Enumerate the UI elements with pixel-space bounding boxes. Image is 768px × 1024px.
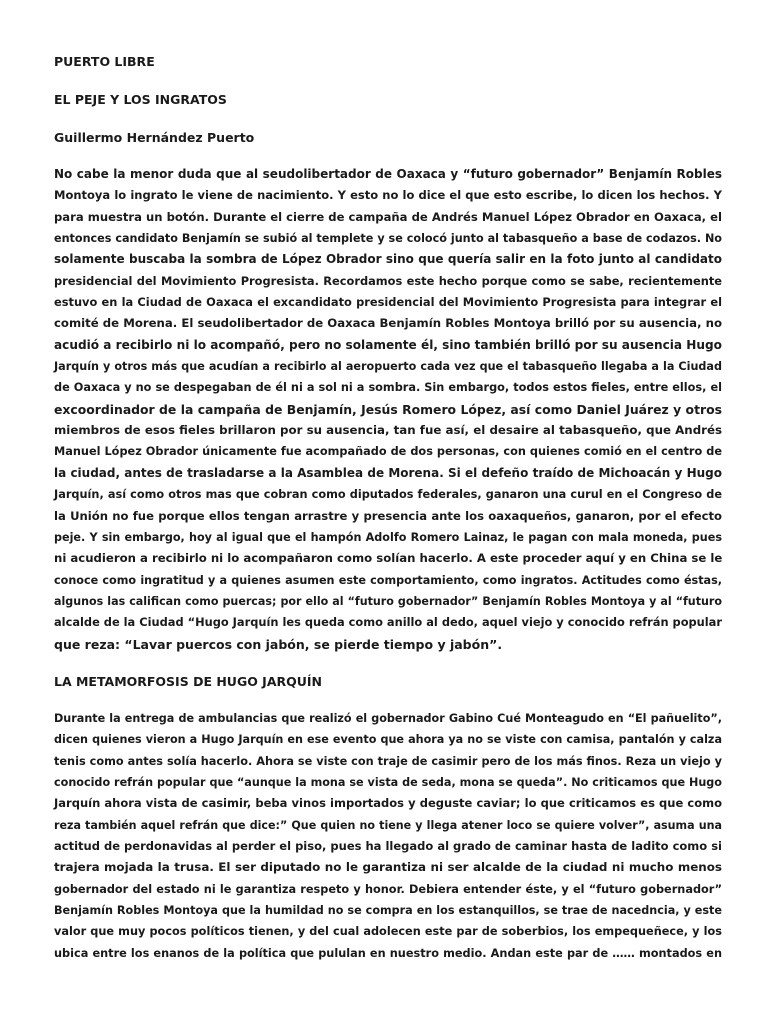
text-line: tenis como antes solía hacerlo. Ahora se viste con traje de casimir pero de los más finos. Reza un viejo y bbox=[54, 754, 722, 768]
text-line: No cabe la menor duda que al seudolibertador de Oaxaca y “futuro gobernador” Benjamín Robles bbox=[54, 167, 722, 181]
text-line: que reza: “Lavar puercos con jabón, se pierde tiempo y jabón”. bbox=[54, 636, 503, 652]
text-line: gobernador del estado ni le garantiza respeto y honor. Debiera entender éste, y el “futuro gobernador” bbox=[54, 882, 722, 896]
text-line: solamente buscaba la sombra de López Obrador sino que quería salir en la foto junto al candidato bbox=[54, 252, 722, 267]
text-line: la ciudad, antes de trasladarse a la Asamblea de Morena. Si el defeño traído de Michoacán y Hugo bbox=[54, 465, 722, 480]
column-title: PUERTO LIBRE bbox=[54, 54, 155, 69]
text-line: Jarquín, así como otros mas que cobran como diputados federales, ganaron una curul en el Congreso de bbox=[54, 488, 722, 502]
text-line: Jarquín y otros más que acudían a recibirlo al aeropuerto cada vez que el tabasqueño llegaba a la Ciudad bbox=[54, 360, 722, 374]
text-line: Benjamín Robles Montoya que la humildad no se compra en los estanquillos, se trae de nacedncia, y este bbox=[54, 904, 722, 917]
text-line: Jarquín ahora vista de casimir, beba vinos importados y deguste caviar; lo que criticamos es que como bbox=[54, 796, 722, 811]
text-line: valor que muy pocos políticos tienen, y del cual adolecen este par de soberbios, los empequeñece, y los bbox=[54, 925, 722, 939]
text-line: estuvo en la Ciudad de Oaxaca el excandidato presidencial del Movimiento Progresista para integrar el bbox=[54, 295, 722, 310]
text-line: para muestra un botón. Durante el cierre de campaña de Andrés Manuel López Obrador en Oaxaca, el bbox=[54, 209, 722, 224]
text-line: peje. Y sin embargo, hoy al igual que el hampón Adolfo Romero Lainaz, le pagan con mala moneda, pues bbox=[54, 530, 722, 544]
text-line: acudió a recibirlo ni lo acompañó, pero no solamente él, sino también brilló por su ausencia Hugo bbox=[54, 337, 722, 352]
author-name: Guillermo Hernández Puerto bbox=[54, 130, 255, 145]
text-line: actitud de perdonavidas al perder el piso, pues ha llegado al grado de caminar hasta de ladito como si bbox=[54, 838, 722, 853]
text-line: excoordinador de la campaña de Benjamín, Jesús Romero López, así como Daniel Juárez y otros bbox=[54, 401, 722, 417]
text-line: trajera mojada la trusa. El ser diputado no le garantiza ni ser alcalde de la ciudad ni mucho menos bbox=[54, 860, 722, 875]
text-line: reza también aquel refrán que dice:” Que quien no tiene y llega atener loco se quiere volver”, asuma una bbox=[54, 818, 722, 832]
text-line: Manuel López Obrador únicamente fue acompañado de dos personas, con quienes comió en el centro de bbox=[54, 445, 722, 459]
text-line: ubica entre los enanos de la política que pululan en nuestro medio. Andan este par de …… montados en bbox=[54, 946, 722, 960]
text-line: comité de Morena. El seudolibertador de Oaxaca Benjamín Robles Montoya brilló por su ausencia, no bbox=[54, 316, 722, 331]
section-title: LA METAMORFOSIS DE HUGO JARQUÍN bbox=[54, 673, 323, 689]
paragraph-2 bbox=[54, 708, 722, 964]
text-line: ni acudieron a recibirlo ni lo acompañaron como solían hacerlo. A este proceder aquí y en China se le bbox=[54, 551, 723, 566]
text-line: conoce como ingratitud y a quienes asumen este comportamiento, como ingratos. Actitudes como éstas, bbox=[54, 573, 722, 587]
text-line: Montoya lo ingrato le viene de nacimiento. Y esto no lo dice el que esto escribe, lo dicen los hechos. Y bbox=[54, 188, 722, 203]
paragraph-1 bbox=[54, 164, 722, 655]
article-title: EL PEJE Y LOS INGRATOS bbox=[54, 92, 227, 107]
text-line: conocido refrán popular que “aunque la mona se vista de seda, mona se queda”. No criticamos que Hugo bbox=[54, 775, 722, 789]
document-content bbox=[54, 53, 722, 964]
text-line: algunos las califican como puercas; por ello al “futuro gobernador” Benjamín Robles Montoya y al “futuro bbox=[54, 594, 722, 608]
text-line: la Unión no fue porque ellos tengan arrastre y presencia ante los oaxaqueños, ganaron, por el efecto bbox=[54, 508, 722, 523]
text-line: presidencial del Movimiento Progresista. Recordamos este hecho porque como se sabe, recientemente bbox=[54, 273, 722, 288]
text-line: entonces candidato Benjamín se subió al templete y se colocó junto al tabasqueño a base de codazos. No bbox=[54, 232, 722, 246]
text-line: dicen quienes vieron a Hugo Jarquín en ese evento que ahora ya no se viste con camisa, pantalón y calza bbox=[54, 733, 722, 747]
text-line: Durante la entrega de ambulancias que realizó el gobernador Gabino Cué Monteagudo en “El pañuelito”, bbox=[54, 711, 722, 725]
text-line: alcalde de la Ciudad “Hugo Jarquín les queda como anillo al dedo, aquel viejo y conocido refrán popular bbox=[54, 615, 722, 630]
text-line: de Oaxaca y no se despegaban de él ni a sol ni a sombra. Sin embargo, todos estos fieles, entre ellos, el bbox=[54, 381, 722, 395]
text-line: miembros de esos fieles brillaron por su ausencia, tan fue así, el desaire al tabasqueño, que Andrés bbox=[54, 423, 722, 438]
